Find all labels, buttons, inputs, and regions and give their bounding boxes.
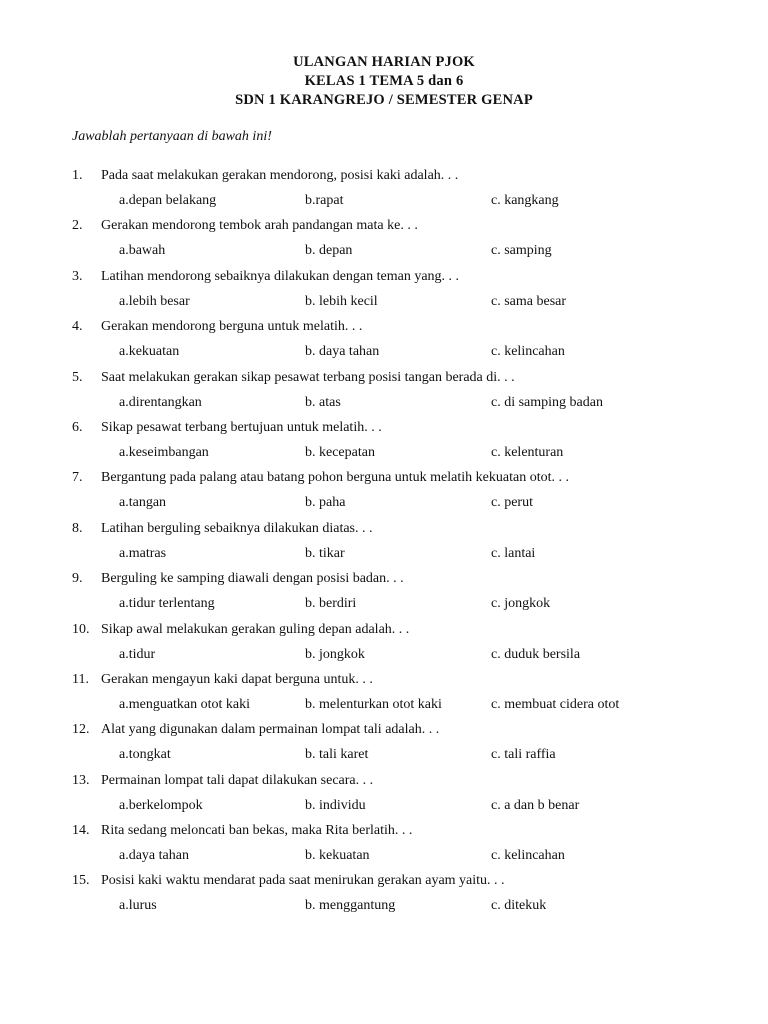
option-b: b. daya tahan [305, 344, 380, 360]
question-text: Latihan mendorong sebaiknya dilakukan dengan teman yang. . . [101, 268, 460, 284]
option-c: c. perut [491, 495, 533, 511]
instruction-text: Jawablah pertanyaan di bawah ini! [72, 129, 272, 144]
option-c: c. di samping badan [491, 394, 603, 410]
question-list [0, 165, 768, 921]
question-line [72, 467, 569, 489]
option-a: a.direntangkan [119, 394, 202, 410]
question-item [0, 518, 768, 568]
option-b: b. kecepatan [305, 444, 375, 460]
question-item [0, 820, 768, 870]
question-item [0, 568, 768, 618]
question-line [72, 870, 505, 892]
answer-options [0, 744, 768, 766]
answer-options [0, 392, 768, 414]
option-c: c. sama besar [491, 293, 567, 309]
option-b: b.rapat [305, 193, 344, 208]
option-a: a.berkelompok [119, 797, 203, 813]
question-line [72, 266, 459, 288]
question-line [72, 568, 404, 590]
question-number: 8. [72, 520, 83, 536]
question-item [0, 215, 768, 265]
answer-options [0, 543, 768, 565]
question-item [0, 367, 768, 417]
option-a: a.lebih besar [119, 293, 190, 309]
question-text: Permainan lompat tali dapat dilakukan secara. . . [101, 772, 374, 788]
question-text: Saat melakukan gerakan sikap pesawat terbang posisi tangan berada di. . . [101, 369, 515, 385]
option-c: c. ditekuk [491, 898, 547, 914]
option-b: b. individu [305, 797, 366, 813]
question-line [72, 316, 362, 338]
option-b: b. atas [305, 394, 341, 410]
question-number: 14. [72, 823, 90, 839]
option-c: c. jongkok [491, 596, 551, 612]
question-number: 6. [72, 419, 83, 435]
question-item [0, 619, 768, 669]
question-line [72, 417, 382, 439]
option-b: b. berdiri [305, 596, 357, 612]
option-a: a.daya tahan [119, 848, 189, 864]
header-title: ULANGAN HARIAN PJOK [293, 54, 475, 70]
question-text: Gerakan mengayun kaki dapat berguna untuk. . . [101, 671, 373, 687]
question-text: Posisi kaki waktu mendarat pada saat menirukan gerakan ayam yaitu. . . [101, 873, 505, 889]
question-item [0, 165, 768, 215]
option-a: a.bawah [119, 243, 166, 259]
header-school: SDN 1 KARANGREJO / SEMESTER GENAP [235, 92, 533, 108]
option-b: b. jongkok [305, 646, 365, 662]
option-a: a.depan belakang [119, 193, 217, 208]
answer-options [0, 895, 768, 917]
question-line [72, 619, 409, 641]
question-number: 3. [72, 268, 83, 284]
question-text: Pada saat melakukan gerakan mendorong, posisi kaki adalah. . . [101, 168, 459, 183]
option-b: b. tali karet [305, 747, 369, 763]
question-line [72, 215, 418, 237]
question-number: 13. [72, 772, 90, 788]
question-number: 4. [72, 319, 83, 335]
answer-options [0, 240, 768, 262]
option-c: c. duduk bersila [491, 646, 581, 662]
question-item [0, 417, 768, 467]
question-line [72, 518, 373, 540]
option-a: a.matras [119, 545, 167, 561]
option-c: c. tali raffia [491, 747, 556, 763]
answer-options [0, 593, 768, 615]
question-number: 9. [72, 571, 83, 587]
question-number: 11. [72, 671, 89, 687]
question-line [72, 367, 515, 389]
question-line [72, 820, 412, 842]
question-item [0, 669, 768, 719]
answer-options [0, 694, 768, 716]
question-number: 2. [72, 218, 83, 234]
option-c: c. kelincahan [491, 848, 565, 864]
option-a: a.keseimbangan [119, 444, 209, 460]
question-text: Gerakan mendorong berguna untuk melatih. . . [101, 319, 363, 335]
option-b: b. menggantung [305, 898, 396, 914]
option-a: a.lurus [119, 898, 157, 914]
answer-options [0, 845, 768, 867]
option-b: b. tikar [305, 545, 345, 561]
question-text: Bergantung pada palang atau batang pohon berguna untuk melatih kekuatan otot. . . [101, 470, 569, 486]
question-text: Berguling ke samping diawali dengan posisi badan. . . [101, 571, 404, 587]
answer-options [0, 442, 768, 464]
question-number: 1. [72, 168, 83, 183]
question-number: 5. [72, 369, 83, 385]
question-number: 10. [72, 621, 90, 637]
option-a: a.tidur [119, 646, 156, 662]
question-text: Latihan berguling sebaiknya dilakukan diatas. . . [101, 520, 373, 536]
option-c: c. kelincahan [491, 344, 565, 360]
question-line [72, 669, 373, 691]
option-a: a.menguatkan otot kaki [119, 696, 251, 712]
answer-options [0, 795, 768, 817]
question-item [0, 719, 768, 769]
option-a: a.tongkat [119, 747, 171, 763]
header-class: KELAS 1 TEMA 5 dan 6 [304, 73, 464, 89]
question-text: Sikap pesawat terbang bertujuan untuk melatih. . . [101, 419, 382, 435]
option-a: a.tangan [119, 495, 167, 511]
question-text: Gerakan mendorong tembok arah pandangan mata ke. . . [101, 218, 418, 234]
answer-options [0, 190, 768, 212]
option-a: a.kekuatan [119, 344, 180, 360]
question-line [72, 770, 373, 792]
answer-options [0, 291, 768, 313]
option-b: b. depan [305, 243, 353, 259]
question-item [0, 467, 768, 517]
option-c: c. kangkang [491, 193, 559, 208]
document-header [0, 53, 768, 110]
option-c: c. membuat cidera otot [491, 696, 620, 712]
option-c: c. samping [491, 243, 552, 259]
option-c: c. lantai [491, 545, 536, 561]
question-text: Rita sedang meloncati ban bekas, maka Rita berlatih. . . [101, 823, 413, 839]
option-b: b. paha [305, 495, 346, 511]
question-line [72, 719, 439, 741]
option-a: a.tidur terlentang [119, 596, 215, 612]
option-b: b. kekuatan [305, 848, 370, 864]
question-text: Alat yang digunakan dalam permainan lompat tali adalah. . . [101, 722, 440, 738]
answer-options [0, 341, 768, 363]
option-b: b. melenturkan otot kaki [305, 696, 442, 712]
question-line [72, 165, 458, 187]
question-number: 12. [72, 722, 90, 738]
question-number: 7. [72, 470, 83, 486]
question-item [0, 870, 768, 920]
question-text: Sikap awal melakukan gerakan guling depan adalah. . . [101, 621, 410, 637]
answer-options [0, 492, 768, 514]
option-c: c. a dan b benar [491, 797, 580, 813]
question-number: 15. [72, 873, 90, 889]
question-item [0, 316, 768, 366]
question-item [0, 266, 768, 316]
answer-options [0, 644, 768, 666]
option-b: b. lebih kecil [305, 293, 378, 309]
option-c: c. kelenturan [491, 444, 564, 460]
question-item [0, 770, 768, 820]
